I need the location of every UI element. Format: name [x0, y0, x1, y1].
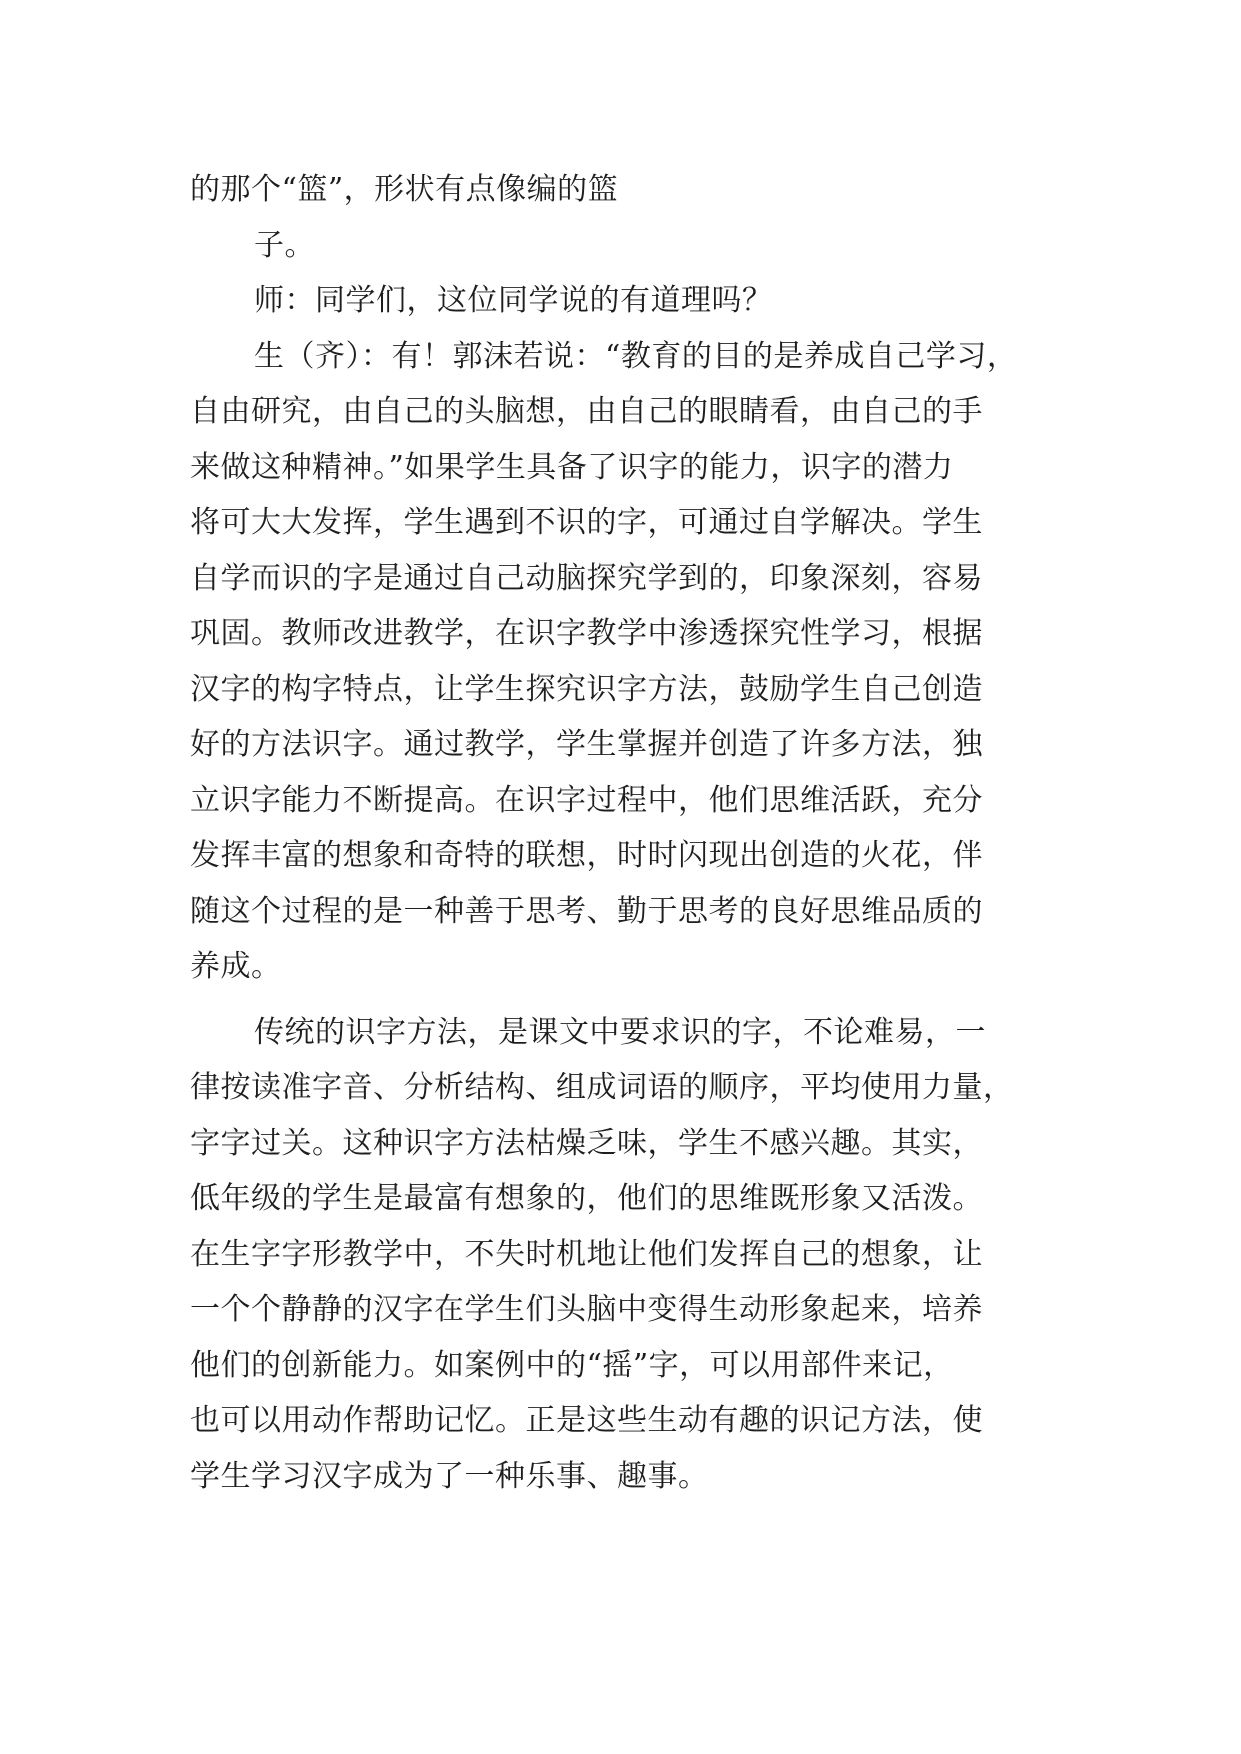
text-line: 自学而识的字是通过自己动脑探究学到的，印象深刻，容易 — [190, 560, 983, 596]
paragraph-start: 传统的识字方法，是课文中要求识的字，不论难易，一 — [254, 1014, 986, 1050]
text-line: 低年级的学生是最富有想象的，他们的思维既形象又活泼。 — [190, 1181, 983, 1216]
text-line: 他们的创新能力。如案例中的“摇”字，可以用部件来记， — [190, 1347, 954, 1383]
text-line: 字字过关。这种识字方法枯燥乏味，学生不感兴趣。其实， — [190, 1125, 983, 1161]
text-line: 将可大大发挥，学生遇到不识的字，可通过自学解决。学生 — [190, 505, 983, 540]
dialogue-teacher: 师：同学们，这位同学说的有道理吗？ — [254, 283, 773, 318]
text-line: 也可以用动作帮助记忆。正是这些生动有趣的识记方法，使 — [190, 1403, 983, 1438]
text-line: 自由研究，由自己的头脑想，由自己的眼睛看，由自己的手 — [190, 394, 983, 429]
text-line: 发挥丰富的想象和奇特的联想，时时闪现出创造的火花，伴 — [190, 838, 983, 873]
dialogue-students: 生（齐）：有！郭沫若说：“教育的目的是养成自己学习， — [254, 338, 1018, 374]
text-line: 律按读准字音、分析结构、组成词语的顺序，平均使用力量， — [190, 1070, 1014, 1105]
text-line: 在生字字形教学中，不失时机地让他们发挥自己的想象，让 — [190, 1236, 983, 1272]
text-line: 来做这种精神。”如果学生具备了识字的能力，识字的潜力 — [190, 449, 954, 485]
text-line: 子。 — [254, 227, 315, 263]
text-line: 养成。 — [190, 949, 282, 984]
text-line: 好的方法识字。通过教学，学生掌握并创造了许多方法，独 — [190, 727, 983, 762]
text-line: 巩固。教师改进教学，在识字教学中渗透探究性学习，根据 — [190, 616, 983, 651]
text-line: 汉字的构字特点，让学生探究识字方法，鼓励学生自己创造 — [190, 671, 983, 707]
text-line: 立识字能力不断提高。在识字过程中，他们思维活跃，充分 — [190, 782, 983, 818]
text-line: 一个个静静的汉字在学生们头脑中变得生动形象起来，培养 — [190, 1292, 983, 1327]
text-line: 的那个“篮”，形状有点像编的篮 — [190, 172, 619, 207]
document-body — [190, 162, 1060, 1504]
text-line: 随这个过程的是一种善于思考、勤于思考的良好思维品质的 — [190, 893, 983, 929]
text-line: 学生学习汉字成为了一种乐事、趣事。 — [190, 1458, 709, 1494]
